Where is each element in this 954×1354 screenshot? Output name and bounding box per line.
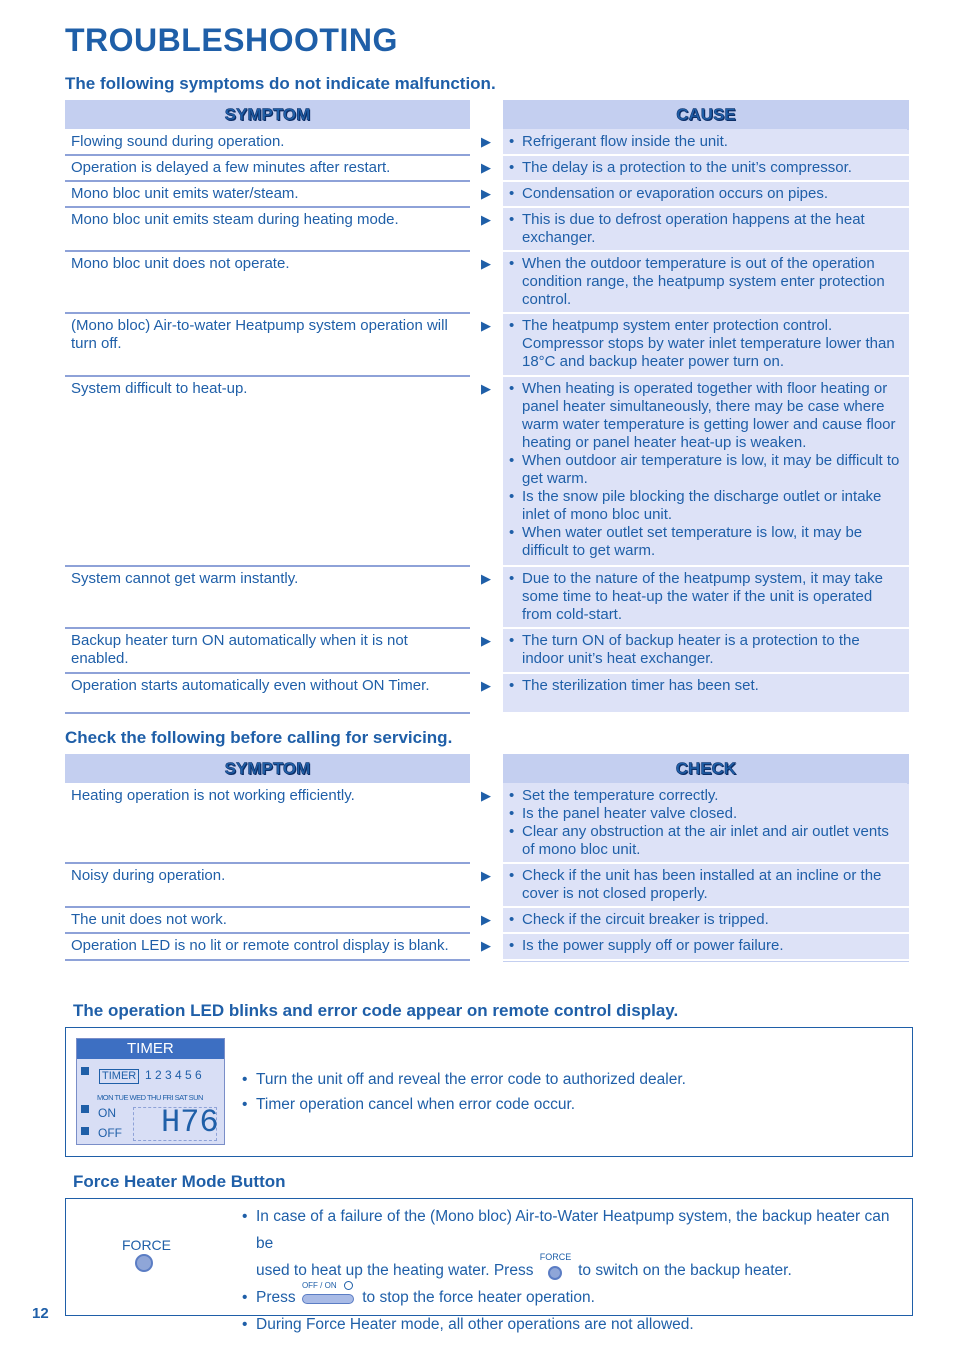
force-button[interactable] bbox=[135, 1254, 153, 1272]
cause-cell bbox=[503, 567, 909, 629]
arrow-right-icon: ▶ bbox=[481, 912, 491, 927]
page-title: TROUBLESHOOTING bbox=[65, 22, 398, 58]
cause-item: • Is the power supply off or power failure. bbox=[522, 937, 901, 955]
symptom-cell: The unit does not work. bbox=[65, 908, 470, 934]
cause-cell bbox=[503, 908, 909, 934]
cause-item: • The sterilization timer has been set. bbox=[522, 677, 901, 695]
cause-item: • When water outlet set temperature is low, it may be difficult to get warm. bbox=[522, 524, 901, 560]
symptom-cell: System cannot get warm instantly. bbox=[65, 567, 470, 629]
symptom-header-2: SYMPTOM bbox=[65, 754, 470, 783]
cause-cell bbox=[503, 314, 909, 377]
arrow-right-icon: ▶ bbox=[481, 212, 491, 227]
cause-item: • Set the temperature correctly. bbox=[522, 787, 901, 805]
list-item: • Timer operation cancel when error code occur. bbox=[242, 1092, 892, 1117]
symptom-cell: Operation is delayed a few minutes after restart. bbox=[65, 156, 470, 182]
inline-offon-button: OFF / ON bbox=[300, 1287, 358, 1309]
list-item: • Turn the unit off and reveal the error code to authorized dealer. bbox=[242, 1067, 892, 1092]
arrow-right-icon: ▶ bbox=[481, 571, 491, 586]
section2-heading: Check the following before calling for servicing. bbox=[65, 728, 453, 747]
page-number: 12 bbox=[32, 1305, 49, 1322]
section3-heading: The operation LED blinks and error code appear on remote control display. bbox=[73, 1001, 679, 1020]
section1-heading: The following symptoms do not indicate malfunction. bbox=[65, 74, 496, 93]
symptom-cell: Flowing sound during operation. bbox=[65, 130, 470, 156]
cause-item: • This is due to defrost operation happens at the heat exchanger. bbox=[522, 211, 901, 247]
arrow-right-icon: ▶ bbox=[481, 678, 491, 693]
lcd-error-code: H76 bbox=[161, 1104, 219, 1141]
cause-cell bbox=[503, 674, 909, 714]
section4-heading: Force Heater Mode Button bbox=[73, 1172, 286, 1191]
force-heater-bullets bbox=[242, 1203, 902, 1338]
cause-item: • Condensation or evaporation occurs on pipes. bbox=[522, 185, 901, 203]
cause-item: • Check if the circuit breaker is tripped. bbox=[522, 911, 901, 929]
arrow-right-icon: ▶ bbox=[481, 160, 491, 175]
arrow-right-icon: ▶ bbox=[481, 938, 491, 953]
list-item-continued: used to heat up the heating water. Press FORCE to switch on the backup heater. bbox=[242, 1257, 902, 1284]
power-icon bbox=[344, 1281, 353, 1290]
cause-item: • When heating is operated together with floor heating or panel heater simultaneously, there may be case where warm water temperature is getting lower and cause floor heating or panel heater heat-up is weaken. bbox=[522, 380, 901, 452]
symptom-cell: Mono bloc unit does not operate. bbox=[65, 252, 470, 314]
symptom-cell: (Mono bloc) Air-to-water Heatpump system operation will turn off. bbox=[65, 314, 470, 377]
cause-header: CAUSE bbox=[503, 100, 909, 129]
arrow-right-icon: ▶ bbox=[481, 633, 491, 648]
cause-item: • Due to the nature of the heatpump system, it may take some time to heat-up the water if the unit is operated from cold-start. bbox=[522, 570, 901, 624]
force-icon bbox=[548, 1266, 562, 1280]
symptom-cell: System difficult to heat-up. bbox=[65, 377, 470, 567]
lcd-timer-label: TIMER bbox=[77, 1039, 224, 1059]
remote-lcd-display bbox=[76, 1038, 225, 1145]
symptom-cell: Operation LED is no lit or remote control display is blank. bbox=[65, 934, 470, 961]
check-header: CHECK bbox=[503, 754, 909, 783]
symptom-cell: Heating operation is not working efficiently. bbox=[65, 784, 470, 864]
arrow-right-icon: ▶ bbox=[481, 134, 491, 149]
cause-cell bbox=[503, 864, 909, 908]
cause-cell bbox=[503, 784, 909, 864]
inline-force-button: FORCE bbox=[538, 1260, 574, 1282]
cause-item: • The heatpump system enter protection control. Compressor stops by water inlet temperature lower than 18°C and backup heater power turn on. bbox=[522, 317, 901, 371]
symptom-cell: Mono bloc unit emits water/steam. bbox=[65, 182, 470, 208]
lcd-off-label: OFF bbox=[98, 1126, 122, 1140]
list-item: • In case of a failure of the (Mono bloc) Air-to-Water Heatpump system, the backup heater can be bbox=[242, 1203, 902, 1257]
arrow-right-icon: ▶ bbox=[481, 256, 491, 271]
lcd-timer-box: TIMER bbox=[99, 1069, 139, 1084]
cause-item: • Check if the unit has been installed at an incline or the cover is not closed properly. bbox=[522, 867, 901, 903]
arrow-right-icon: ▶ bbox=[481, 788, 491, 803]
force-button-label: FORCE bbox=[122, 1237, 171, 1253]
cause-item: • Refrigerant flow inside the unit. bbox=[522, 133, 901, 151]
cause-cell bbox=[503, 252, 909, 314]
offon-icon bbox=[302, 1294, 354, 1304]
symptom-cell: Noisy during operation. bbox=[65, 864, 470, 908]
arrow-right-icon: ▶ bbox=[481, 868, 491, 883]
list-item: • Press OFF / ON to stop the force heater operation. bbox=[242, 1284, 902, 1311]
lcd-indicator-icon bbox=[81, 1127, 89, 1135]
arrow-right-icon: ▶ bbox=[481, 381, 491, 396]
cause-cell bbox=[503, 130, 909, 156]
cause-cell bbox=[503, 156, 909, 182]
cause-cell bbox=[503, 377, 909, 567]
lcd-indicator-icon bbox=[81, 1105, 89, 1113]
cause-cell bbox=[503, 182, 909, 208]
cause-cell bbox=[503, 934, 909, 961]
symptom-cell: Mono bloc unit emits steam during heating mode. bbox=[65, 208, 470, 252]
symptom-cell: Operation starts automatically even without ON Timer. bbox=[65, 674, 470, 714]
error-code-bullets bbox=[242, 1067, 892, 1117]
symptom-cell: Backup heater turn ON automatically when it is not enabled. bbox=[65, 629, 470, 674]
cause-item: • Clear any obstruction at the air inlet and air outlet vents of mono bloc unit. bbox=[522, 823, 901, 859]
cause-cell bbox=[503, 629, 909, 674]
cause-item: • The turn ON of backup heater is a protection to the indoor unit’s heat exchanger. bbox=[522, 632, 901, 668]
cause-item: • Is the snow pile blocking the discharge outlet or intake inlet of mono bloc unit. bbox=[522, 488, 901, 524]
lcd-days: MON TUE WED THU FRI SAT SUN bbox=[97, 1093, 203, 1102]
arrow-right-icon: ▶ bbox=[481, 186, 491, 201]
lcd-indicator-icon bbox=[81, 1067, 89, 1075]
cause-cell bbox=[503, 208, 909, 252]
lcd-on-label: ON bbox=[98, 1106, 116, 1120]
lcd-numbers: 1 2 3 4 5 6 bbox=[145, 1068, 202, 1082]
cause-item: • Is the panel heater valve closed. bbox=[522, 805, 901, 823]
cause-item: • When the outdoor temperature is out of the operation condition range, the heatpump system enter protection control. bbox=[522, 255, 901, 309]
cause-item: • The delay is a protection to the unit’s compressor. bbox=[522, 159, 901, 177]
list-item: • During Force Heater mode, all other operations are not allowed. bbox=[242, 1311, 902, 1338]
cause-item: • When outdoor air temperature is low, it may be difficult to get warm. bbox=[522, 452, 901, 488]
arrow-right-icon: ▶ bbox=[481, 318, 491, 333]
symptom-header: SYMPTOM bbox=[65, 100, 470, 129]
